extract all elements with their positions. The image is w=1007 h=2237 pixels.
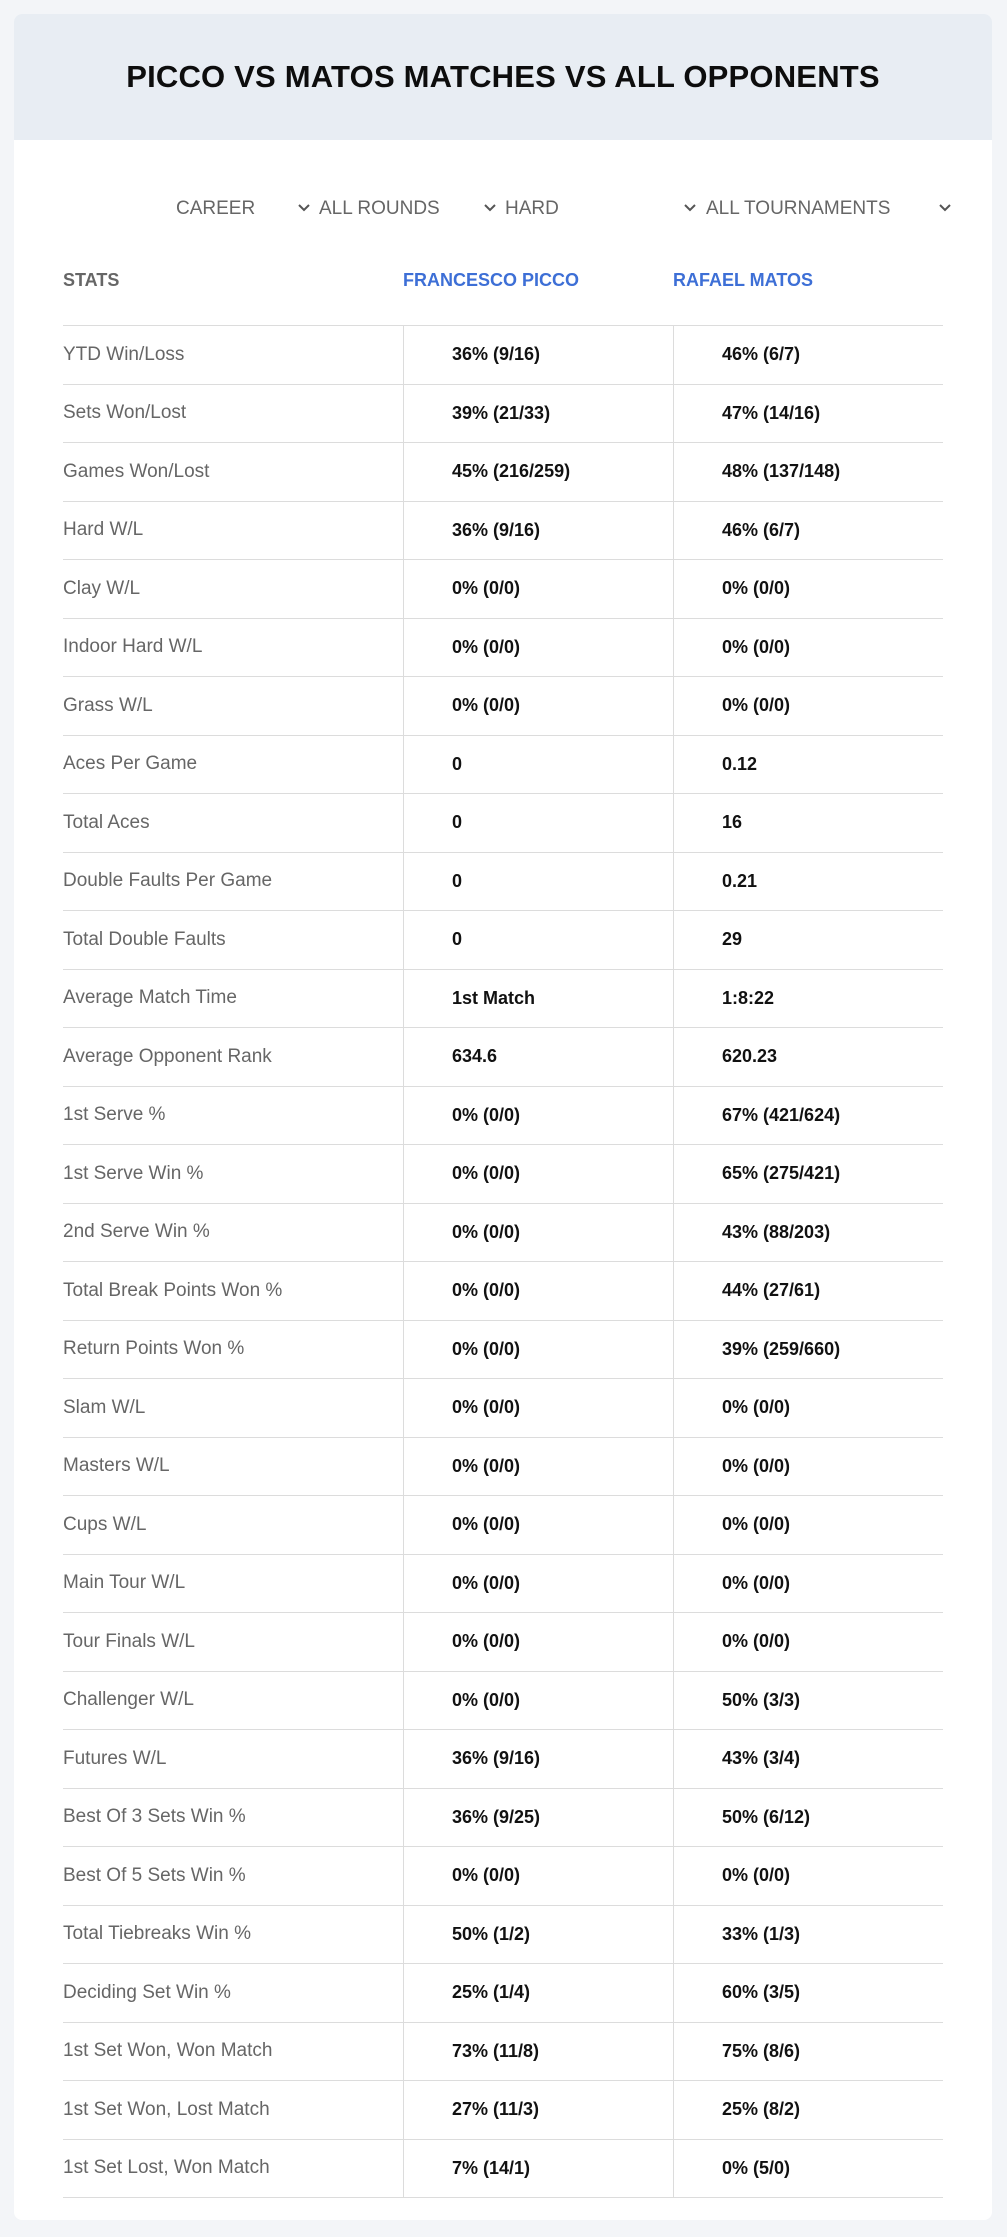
player2-value: 60% (3/5): [673, 1964, 943, 2022]
player1-value: 50% (1/2): [403, 1906, 673, 1964]
table-row: [63, 2140, 943, 2199]
stat-label: Deciding Set Win %: [63, 1981, 231, 2003]
surface-dropdown-label: HARD: [505, 198, 559, 219]
chevron-down-icon: [482, 199, 498, 215]
player1-value: 634.6: [403, 1028, 673, 1086]
player1-value: 0% (0/0): [403, 1496, 673, 1554]
stats-card: [14, 14, 992, 2220]
player1-value: 7% (14/1): [403, 2140, 673, 2198]
table-row: [63, 1087, 943, 1146]
player1-value: 0% (0/0): [403, 1672, 673, 1730]
table-row: [63, 677, 943, 736]
player1-value: 0: [403, 853, 673, 911]
stat-label: 1st Set Won, Lost Match: [63, 2098, 270, 2120]
player1-value: 0% (0/0): [403, 677, 673, 735]
stat-label: 1st Serve Win %: [63, 1162, 204, 1184]
table-row: [63, 1496, 943, 1555]
table-row: [63, 736, 943, 795]
tournaments-dropdown[interactable]: [706, 189, 953, 229]
player1-value: 39% (21/33): [403, 385, 673, 443]
table-row: [63, 1145, 943, 1204]
stat-label: Masters W/L: [63, 1455, 170, 1477]
stat-label: Total Double Faults: [63, 928, 226, 950]
stat-label: Futures W/L: [63, 1747, 167, 1769]
header-stats: STATS: [63, 270, 120, 290]
player2-value: 46% (6/7): [673, 326, 943, 384]
player1-value: 0% (0/0): [403, 560, 673, 618]
player2-value: 0.12: [673, 736, 943, 794]
table-body: [63, 326, 943, 2198]
rounds-dropdown[interactable]: [319, 189, 498, 229]
player1-value: 0% (0/0): [403, 1379, 673, 1437]
player2-value: 0% (0/0): [673, 619, 943, 677]
card-header: [14, 14, 992, 140]
table-row: [63, 970, 943, 1029]
player1-value: 25% (1/4): [403, 1964, 673, 2022]
player2-value: 65% (275/421): [673, 1145, 943, 1203]
table-row: [63, 502, 943, 561]
player2-value: 25% (8/2): [673, 2081, 943, 2139]
stat-label: Average Opponent Rank: [63, 1045, 272, 1067]
player1-value: 0% (0/0): [403, 1438, 673, 1496]
player2-value: 67% (421/624): [673, 1087, 943, 1145]
table-row: [63, 619, 943, 678]
player2-value: 47% (14/16): [673, 385, 943, 443]
stat-label: Hard W/L: [63, 519, 144, 541]
player2-value: 0% (0/0): [673, 677, 943, 735]
stat-label: YTD Win/Loss: [63, 343, 185, 365]
chevron-down-icon: [296, 199, 312, 215]
player2-value: 620.23: [673, 1028, 943, 1086]
table-row: [63, 1379, 943, 1438]
player2-value: 0% (0/0): [673, 1496, 943, 1554]
player1-value: 36% (9/16): [403, 502, 673, 560]
stat-label: Return Points Won %: [63, 1338, 245, 1360]
table-row: [63, 1789, 943, 1848]
table-row: [63, 443, 943, 502]
table-row: [63, 1613, 943, 1672]
player1-value: 0: [403, 911, 673, 969]
table-header: [63, 246, 943, 326]
stat-label: Total Aces: [63, 811, 150, 833]
stat-label: Sets Won/Lost: [63, 402, 187, 424]
table-row: [63, 1672, 943, 1731]
player2-value: 0.21: [673, 853, 943, 911]
stat-label: Challenger W/L: [63, 1689, 194, 1711]
player2-value: 33% (1/3): [673, 1906, 943, 1964]
table-row: [63, 1555, 943, 1614]
player1-value: 73% (11/8): [403, 2023, 673, 2081]
player2-value: 0% (0/0): [673, 1438, 943, 1496]
player2-value: 48% (137/148): [673, 443, 943, 501]
chevron-down-icon: [682, 199, 698, 215]
stat-label: Average Match Time: [63, 987, 237, 1009]
stat-label: Cups W/L: [63, 1513, 147, 1535]
stat-label: 1st Serve %: [63, 1104, 166, 1126]
stat-label: Main Tour W/L: [63, 1572, 186, 1594]
player1-value: 1st Match: [403, 970, 673, 1028]
stat-label: Slam W/L: [63, 1396, 146, 1418]
player1-value: 45% (216/259): [403, 443, 673, 501]
surface-dropdown[interactable]: [505, 189, 698, 229]
table-row: [63, 794, 943, 853]
player2-value: 0% (0/0): [673, 1613, 943, 1671]
stat-label: 1st Set Lost, Won Match: [63, 2157, 270, 2179]
stat-label: Total Tiebreaks Win %: [63, 1923, 251, 1945]
player2-value: 0% (0/0): [673, 1379, 943, 1437]
player1-value: 0: [403, 794, 673, 852]
player2-value: 43% (3/4): [673, 1730, 943, 1788]
table-row: [63, 1730, 943, 1789]
player1-value: 0% (0/0): [403, 1087, 673, 1145]
stat-label: Best Of 3 Sets Win %: [63, 1806, 246, 1828]
stats-table: [63, 246, 943, 2198]
player1-value: 0% (0/0): [403, 1847, 673, 1905]
header-player2[interactable]: RAFAEL MATOS: [673, 270, 814, 290]
table-row: [63, 2023, 943, 2082]
stat-label: Aces Per Game: [63, 753, 198, 775]
stat-label: Games Won/Lost: [63, 460, 210, 482]
stat-label: Indoor Hard W/L: [63, 636, 203, 658]
player2-value: 39% (259/660): [673, 1321, 943, 1379]
player2-value: 0% (0/0): [673, 1555, 943, 1613]
player2-value: 50% (6/12): [673, 1789, 943, 1847]
table-row: [63, 1964, 943, 2023]
player2-value: 29: [673, 911, 943, 969]
stat-label: Total Break Points Won %: [63, 1279, 283, 1301]
player2-value: 43% (88/203): [673, 1204, 943, 1262]
table-row: [63, 1847, 943, 1906]
table-row: [63, 326, 943, 385]
player2-value: 46% (6/7): [673, 502, 943, 560]
table-row: [63, 1906, 943, 1965]
stat-label: Double Faults Per Game: [63, 870, 273, 892]
player1-value: 0% (0/0): [403, 1145, 673, 1203]
stat-label: Tour Finals W/L: [63, 1630, 195, 1652]
player1-value: 27% (11/3): [403, 2081, 673, 2139]
player1-value: 36% (9/25): [403, 1789, 673, 1847]
period-dropdown[interactable]: [176, 189, 312, 229]
table-row: [63, 560, 943, 619]
tournaments-dropdown-label: ALL TOURNAMENTS: [706, 198, 891, 219]
player2-value: 1:8:22: [673, 970, 943, 1028]
stat-label: Clay W/L: [63, 577, 141, 599]
table-row: [63, 1262, 943, 1321]
table-row: [63, 1321, 943, 1380]
filter-bar: [14, 189, 992, 229]
player1-value: 0% (0/0): [403, 1262, 673, 1320]
period-dropdown-label: CAREER: [176, 198, 256, 219]
player2-value: 50% (3/3): [673, 1672, 943, 1730]
player2-value: 75% (8/6): [673, 2023, 943, 2081]
stat-label: 1st Set Won, Won Match: [63, 2040, 273, 2062]
stat-label: Best Of 5 Sets Win %: [63, 1864, 246, 1886]
header-player1[interactable]: FRANCESCO PICCO: [403, 270, 580, 290]
player1-value: 0% (0/0): [403, 1613, 673, 1671]
player2-value: 0% (0/0): [673, 560, 943, 618]
player1-value: 0% (0/0): [403, 1555, 673, 1613]
player1-value: 0% (0/0): [403, 619, 673, 677]
table-row: [63, 2081, 943, 2140]
table-row: [63, 911, 943, 970]
table-row: [63, 1028, 943, 1087]
rounds-dropdown-label: ALL ROUNDS: [319, 198, 440, 219]
player1-value: 36% (9/16): [403, 1730, 673, 1788]
player2-value: 0% (0/0): [673, 1847, 943, 1905]
player1-value: 0% (0/0): [403, 1204, 673, 1262]
player1-value: 0% (0/0): [403, 1321, 673, 1379]
table-row: [63, 1438, 943, 1497]
stat-label: 2nd Serve Win %: [63, 1221, 210, 1243]
chevron-down-icon: [937, 199, 953, 215]
player1-value: 0: [403, 736, 673, 794]
player1-value: 36% (9/16): [403, 326, 673, 384]
table-row: [63, 853, 943, 912]
table-row: [63, 385, 943, 444]
table-row: [63, 1204, 943, 1263]
stat-label: Grass W/L: [63, 694, 153, 716]
page-title: PICCO VS MATOS MATCHES VS ALL OPPONENTS: [126, 59, 880, 94]
player2-value: 44% (27/61): [673, 1262, 943, 1320]
player2-value: 0% (5/0): [673, 2140, 943, 2198]
player2-value: 16: [673, 794, 943, 852]
